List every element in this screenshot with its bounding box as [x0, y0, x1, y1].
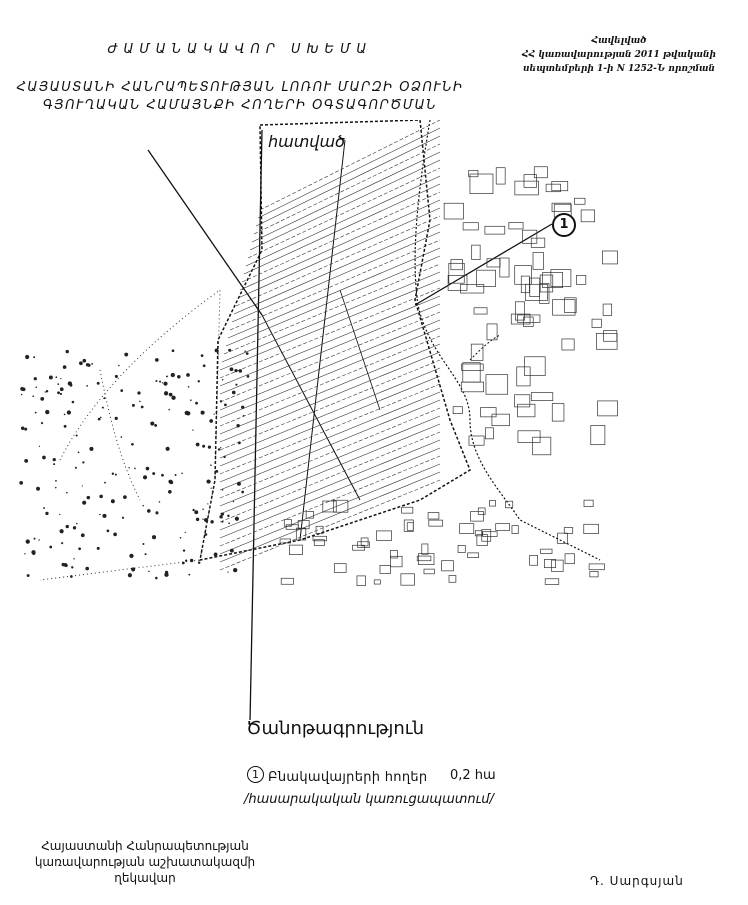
approval-line2: ՀՀ կառավարության 2011 թվականի — [522, 50, 716, 60]
legend-item-note: /հասարակական կառուցապատում/ — [244, 792, 494, 807]
map-title: ԺԱՄԱՆԱԿԱՎՈՐ ՍԽԵՄԱ — [107, 42, 373, 57]
signatory-title — [30, 838, 260, 886]
approval-line3: սեպտեմբերի 1-ի N 1252-Ն որոշման — [523, 64, 715, 74]
parcel-marker-1: 1 — [552, 213, 576, 237]
legend-title: Ծանոթագրություն — [246, 718, 425, 739]
signatory-name: Դ. Սարգսյան — [590, 874, 684, 888]
map-subtitle-line1: ՀԱՅԱՍՏԱՆԻ ՀԱՆՐԱՊԵՏՈՒԹՅԱՆ ԼՈՌՈՒ ՄԱՐԶԻ ՕՁՈՒՆԻ — [16, 80, 464, 95]
legend-item-label: Բնակավայրերի հողեր — [268, 770, 428, 785]
approval-line1: Հավելված — [591, 36, 647, 46]
approval-note — [504, 34, 734, 76]
legend-marker-1: 1 — [247, 766, 264, 783]
legend-item-area: 0,2 հա — [450, 768, 496, 783]
map-subtitle-line2: ԳՅՈՒՂԱԿԱՆ ՀԱՄԱՅՆՔԻ ՀՈՂԵՐԻ ՕԳՏԱԳՈՐԾՄԱՆ — [42, 98, 438, 113]
signatory-title-line3: ղեկավար — [114, 871, 176, 885]
signatory-title-line1: Հայաստանի Հանրապետության — [41, 839, 249, 853]
cadastral-map — [0, 120, 748, 720]
section-label: հատված — [268, 132, 345, 151]
signatory-title-line2: կառավարության աշխատակազմի — [34, 855, 256, 869]
